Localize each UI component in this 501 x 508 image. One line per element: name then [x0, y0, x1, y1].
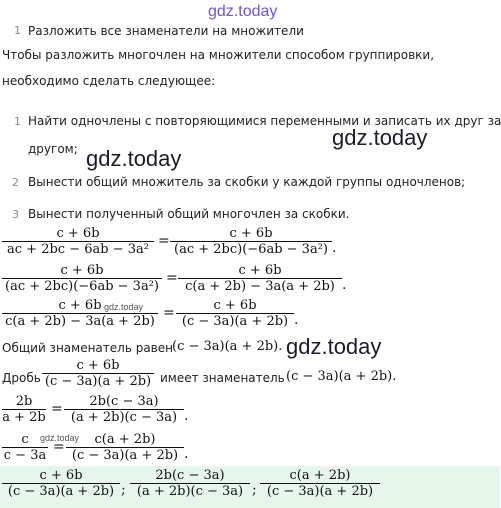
intro-line-2: необходимо сделать следующее: [2, 74, 216, 88]
equals-sign: = [51, 401, 63, 417]
period: . [294, 312, 299, 328]
period: . [332, 240, 337, 256]
watermark: gdz.today [286, 334, 382, 359]
fraction: $\frac{c + 6b}{(c - 3a)(a + 2b)}$ [2, 468, 120, 499]
fraction-denominator-expr: (c − 3a)(a + 2b). [286, 369, 397, 384]
period: . [342, 277, 347, 293]
equals-sign: = [53, 439, 65, 455]
fraction: $\frac{c + 6b}{\text{ac + 2bc − 6ab − 3a²}}$ [2, 226, 154, 257]
watermark: gdz.today [208, 3, 278, 20]
fraction: $\frac{2b}{a + 2b}$ [2, 394, 46, 425]
equals-sign: = [163, 305, 175, 321]
separator: ; [252, 482, 257, 498]
fraction-label: Дробь [2, 371, 41, 385]
period: . [184, 408, 189, 424]
step-2-text: Вынести общий множитель за скобки у каждой группы одночленов; [28, 175, 466, 189]
fraction: $\frac{c + 6b}{(c - 3a)(a + 2b)}$ [176, 298, 294, 329]
separator: ; [121, 482, 126, 498]
step-1-line-1: Найти одночлены с повторяющимися переменными и записать их друг за [28, 114, 501, 128]
step-1-line-2: другом; [28, 142, 78, 156]
fraction: $\frac{c(a + 2b)}{(c - 3a)(a + 2b)}$ [260, 468, 380, 499]
period: . [184, 446, 189, 462]
fraction: $\frac{c + 6b}{c(a + 2b) - 3a(a + 2b)}$ [2, 298, 158, 329]
step-number: 3 [12, 208, 19, 221]
fraction: $\frac{c + 6b}{c(a + 2b) - 3a(a + 2b)}$ [178, 263, 342, 294]
clipped-heading-text: Разложить все знаменатели на множители [28, 24, 304, 38]
fraction: $\frac{2b(c - 3a)}{(a + 2b)(c - 3a)}$ [64, 394, 184, 425]
fraction: $\frac{c + 6b}{\text{(ac + 2bc)(−6ab − 3a²)}}$ [2, 263, 162, 294]
fraction: $\frac{c(a + 2b)}{(c - 3a)(a + 2b)}$ [66, 432, 184, 463]
watermark: gdz.today [40, 433, 80, 443]
step-number: 2 [12, 176, 19, 189]
intro-line-1: Чтобы разложить многочлен на множители способом группировки, [2, 48, 435, 62]
common-denominator-expr: (c − 3a)(a + 2b). [172, 339, 283, 354]
watermark: gdz.today [104, 302, 144, 312]
fraction: $\frac{2b(c - 3a)}{(a + 2b)(c - 3a)}$ [130, 468, 250, 499]
equals-sign: = [158, 233, 170, 249]
fraction: $\frac{c + 6b}{\text{(ac + 2bc)(−6ab − 3a²)}}$ [170, 226, 332, 257]
watermark: gdz.today [86, 146, 182, 171]
watermark: gdz.today [332, 125, 428, 150]
step-3-text: Вынести полученный общий многочлен за скобки. [28, 207, 350, 221]
fraction: $\frac{c}{c - 3a}$ [3, 432, 47, 463]
step-number: 1 [14, 115, 21, 128]
equals-sign: = [166, 270, 178, 286]
fraction: $\frac{c + 6b}{(c - 3a)(a + 2b)}$ [42, 358, 154, 389]
clipped-heading [10, 24, 320, 38]
common-denominator-label: Общий знаменатель равен [2, 341, 173, 355]
fraction-label-mid: имеет знаменатель [160, 371, 285, 385]
step-number: 1 [14, 24, 21, 37]
